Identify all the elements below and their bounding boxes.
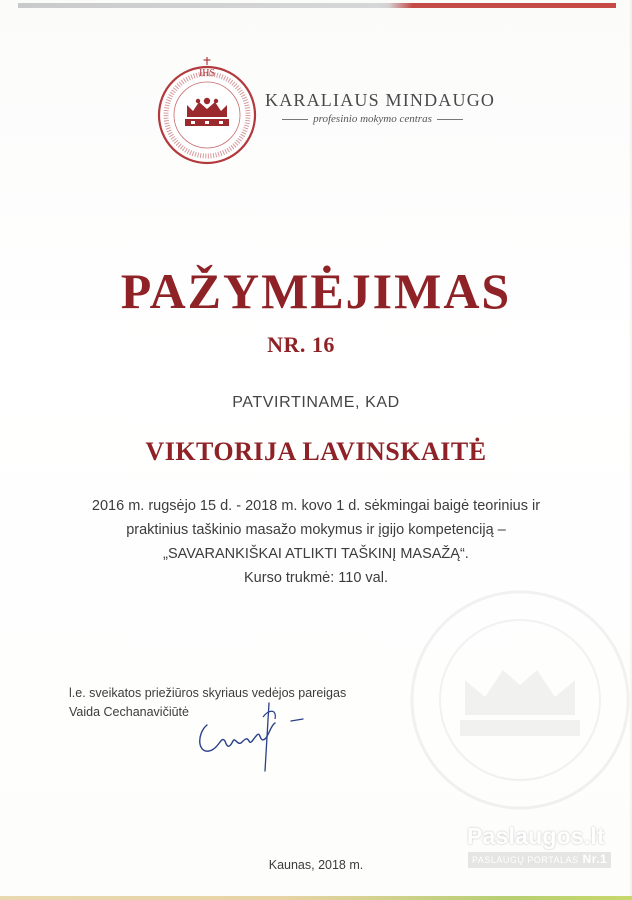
- portal-watermark-title: Paslaugos.lt: [467, 823, 605, 849]
- top-color-strip: [18, 3, 616, 8]
- organization-subtitle: profesinio mokymo centras: [270, 113, 475, 125]
- svg-text:IHS: IHS: [198, 68, 216, 79]
- signer-role: l.e. sveikatos priežiūros skyriaus vedėjos pareigas: [69, 686, 347, 700]
- portal-watermark-rank: Nr.1: [582, 852, 608, 866]
- body-line-competence: „SAVARANKIŠKAI ATLIKTI TAŠKINĮ MASAŽĄ“.: [163, 546, 469, 562]
- certificate-body: [40, 494, 592, 590]
- organization-seal-logo: [157, 57, 257, 167]
- bottom-color-strip: [0, 896, 632, 900]
- portal-watermark-subtitle: [467, 851, 612, 869]
- place-and-date: Kaunas, 2018 m.: [268, 858, 364, 872]
- faint-seal-watermark: [405, 585, 632, 815]
- body-line-duration: Kurso trukmė: 110 val.: [244, 570, 388, 586]
- portal-watermark-badge: [467, 823, 607, 875]
- portal-watermark-subtitle-text: PASLAUGŲ PORTALAS: [472, 855, 579, 865]
- signer-name: Vaida Cechanavičiūtė: [69, 705, 189, 719]
- confirmation-line: PATVIRTINAME, KAD: [232, 394, 400, 411]
- organization-name: KARALIAUS MINDAUGO: [265, 90, 496, 110]
- certificate-title: PAŽYMĖJIMAS: [120, 263, 512, 319]
- body-line-training: praktinius taškinio masažo mokymus ir įgijo kompetenciją –: [126, 522, 506, 538]
- certificate-number: NR. 16: [267, 332, 335, 357]
- recipient-name: VIKTORIJA LAVINSKAITĖ: [145, 437, 487, 466]
- body-line-dates: 2016 m. rugsėjo 15 d. - 2018 m. kovo 1 d. sėkmingai baigė teorinius ir: [91, 498, 541, 514]
- handwritten-signature: [195, 695, 315, 775]
